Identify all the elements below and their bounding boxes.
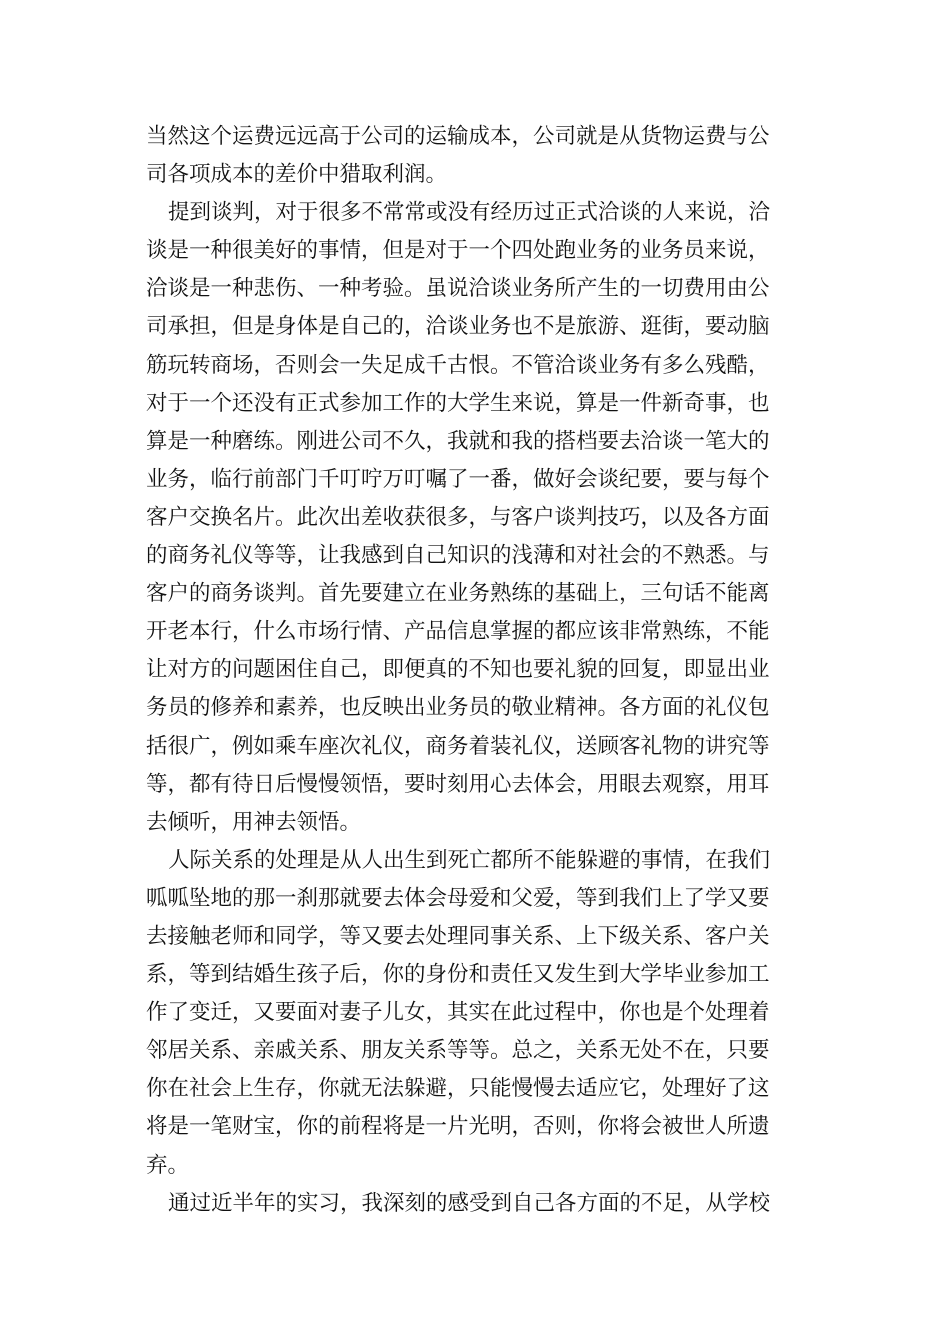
text-line: 弃。 <box>146 1152 190 1178</box>
paragraph-internship-reflection <box>146 1185 808 1223</box>
text-line: 通过近半年的实习，我深刻的感受到自己各方面的不足，从学校 <box>168 1190 771 1216</box>
text-line: 邻居关系、亲戚关系、朋友关系等等。总之，关系无处不在，只要 <box>146 1038 770 1064</box>
paragraph-relationships <box>146 842 808 1185</box>
text-line: 客户交换名片。此次出差收获很多，与客户谈判技巧，以及各方面 <box>146 504 770 530</box>
text-line: 呱呱坠地的那一刹那就要去体会母爱和父爱，等到我们上了学又要 <box>146 885 770 911</box>
text-line: 对于一个还没有正式参加工作的大学生来说，算是一件新奇事，也 <box>146 390 770 416</box>
text-line: 等，都有待日后慢慢领悟，要时刻用心去体会，用眼去观察，用耳 <box>146 771 770 797</box>
text-line: 去接触老师和同学，等又要去处理同事关系、上下级关系、客户关 <box>146 923 770 949</box>
text-line: 括很广，例如乘车座次礼仪，商务着装礼仪，送顾客礼物的讲究等 <box>146 733 770 759</box>
paragraph-negotiation <box>146 194 808 842</box>
text-line: 将是一笔财宝，你的前程将是一片光明，否则，你将会被世人所遗 <box>146 1114 770 1140</box>
text-line: 当然这个运费远远高于公司的运输成本，公司就是从货物运费与公 <box>146 124 770 149</box>
text-line: 谈是一种很美好的事情，但是对于一个四处跑业务的业务员来说， <box>146 238 770 264</box>
text-line: 务员的修养和素养，也反映出业务员的敬业精神。各方面的礼仪包 <box>146 695 770 721</box>
text-line: 提到谈判，对于很多不常常或没有经历过正式洽谈的人来说，洽 <box>168 200 771 226</box>
document-page <box>146 118 808 1223</box>
text-line: 人际关系的处理是从人出生到死亡都所不能躲避的事情，在我们 <box>168 847 771 873</box>
text-line: 去倾听，用神去领悟。 <box>146 809 362 835</box>
text-line: 筋玩转商场，否则会一失足成千古恨。不管洽谈业务有多么残酷， <box>146 352 770 378</box>
text-line: 的商务礼仪等等，让我感到自己知识的浅薄和对社会的不熟悉。与 <box>146 543 770 569</box>
text-line: 业务，临行前部门千叮咛万叮嘱了一番，做好会谈纪要，要与每个 <box>146 466 770 492</box>
text-line: 让对方的问题困住自己，即便真的不知也要礼貌的回复，即显出业 <box>146 657 770 683</box>
text-line: 司承担，但是身体是自己的，洽谈业务也不是旅游、逛街，要动脑 <box>146 314 770 340</box>
paragraph-freight-cost <box>146 118 808 194</box>
text-line: 洽谈是一种悲伤、一种考验。虽说洽谈业务所产生的一切费用由公 <box>146 276 770 302</box>
text-line: 作了变迁，又要面对妻子儿女，其实在此过程中，你也是个处理着 <box>146 1000 770 1026</box>
text-line: 系，等到结婚生孩子后，你的身份和责任又发生到大学毕业参加工 <box>146 962 770 988</box>
text-line: 司各项成本的差价中猎取利润。 <box>146 162 448 188</box>
text-line: 开老本行，什么市场行情、产品信息掌握的都应该非常熟练，不能 <box>146 619 770 645</box>
text-line: 客户的商务谈判。首先要建立在业务熟练的基础上，三句话不能离 <box>146 581 770 607</box>
text-line: 你在社会上生存，你就无法躲避，只能慢慢去适应它，处理好了这 <box>146 1076 770 1102</box>
text-line: 算是一种磨练。刚进公司不久，我就和我的搭档要去洽谈一笔大的 <box>146 428 770 454</box>
